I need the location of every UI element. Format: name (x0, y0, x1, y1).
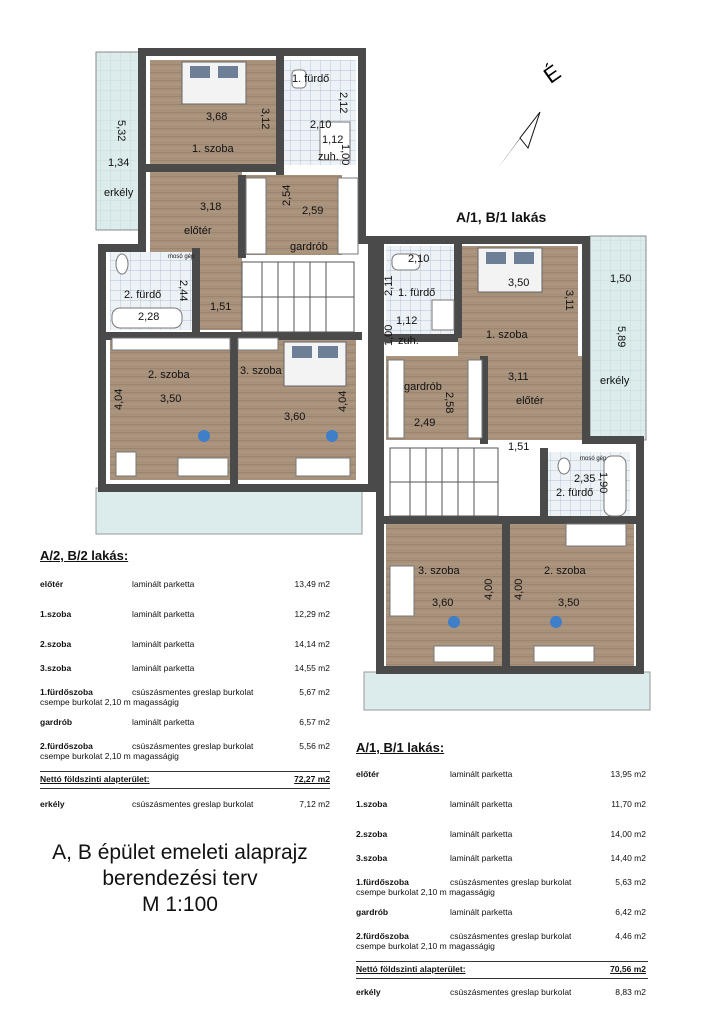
left-bath-2-name: 2. fürdő (124, 289, 162, 301)
room-material: csúszásmentes greslap burkolat (132, 741, 254, 751)
right-room-2-dim-b: 4,00 (513, 578, 525, 600)
room-name: 3.szoba (40, 663, 72, 673)
table-row (40, 609, 330, 639)
table-row (356, 799, 648, 829)
room-name: előtér (40, 579, 64, 589)
room-name: erkély (40, 799, 65, 809)
room-name: 2.szoba (356, 829, 388, 839)
table-row (356, 829, 648, 853)
left-lower-terrace (96, 488, 362, 534)
right-bath-2-note: mosó gép (580, 456, 607, 462)
room-area: 5,56 m2 (299, 741, 330, 751)
left-room-3-dim-b: 4,04 (337, 390, 349, 412)
left-bath-1-dim-b: 2,10 (310, 119, 332, 131)
room-name: 2.fürdőszoba (356, 931, 409, 941)
right-balcony-label: erkély (600, 375, 630, 387)
table-a1-heading: A/1, B/1 lakás: (356, 740, 445, 755)
right-hall-dim: 3,11 (508, 371, 529, 383)
table-row (40, 579, 330, 609)
left-room-2-dim-a: 3,50 (160, 393, 182, 405)
right-shower-name: zuh. (398, 335, 419, 347)
room-area: 14,40 m2 (610, 853, 646, 863)
left-bath-2-note: mosó gép (168, 254, 195, 260)
table-row (356, 931, 648, 961)
total-area: 70,56 m2 (610, 964, 646, 974)
left-bed-3 (284, 342, 346, 386)
room-material: laminált parketta (132, 663, 195, 673)
table-row (40, 639, 330, 663)
left-shower-dim-a: 1,12 (322, 134, 344, 146)
right-shower-dim-a: 1,12 (396, 315, 418, 327)
room-name: 1.szoba (40, 609, 72, 619)
left-room-2-name: 2. szoba (148, 369, 190, 381)
table-a2-heading: A/2, B/2 lakás: (40, 548, 129, 563)
right-unit-label: A/1, B/1 lakás (456, 209, 547, 225)
room-note: csempe burkolat 2,10 m magasságig (40, 697, 179, 707)
left-balcony-depth: 1,34 (108, 157, 130, 169)
room-material: laminált parketta (132, 609, 195, 619)
room-area: 13,49 m2 (294, 579, 330, 589)
right-room-2-name: 2. szoba (544, 565, 586, 577)
room-note: csempe burkolat 2,10 m magasságig (356, 941, 495, 951)
right-bath-2-name: 2. fürdő (556, 487, 594, 499)
right-shower-dim-b: 1,00 (383, 324, 395, 346)
room-material: laminált parketta (450, 907, 513, 917)
room-name: 2.szoba (40, 639, 72, 649)
left-staircase (242, 262, 354, 332)
room-material: csúszásmentes greslap burkolat (450, 931, 572, 941)
area-table-a2 (40, 548, 330, 829)
right-wardrobe-dim-a: 2,58 (443, 392, 455, 414)
left-bed-1 (182, 62, 246, 104)
title-line-1: A, B épület emeleti alaprajz (52, 841, 308, 864)
room-name: erkély (356, 987, 381, 997)
room-area: 6,42 m2 (615, 907, 646, 917)
left-room-3-name: 3. szoba (240, 365, 282, 377)
left-bath-1-dim-a: 2,12 (337, 92, 349, 114)
room-name: gardrób (40, 717, 73, 727)
right-wardrobe-dim-b: 2,49 (414, 417, 436, 429)
right-bath-1-dim-a: 2,10 (408, 253, 430, 265)
left-wardrobe-dim-a: 2,54 (281, 184, 293, 206)
room-material: laminált parketta (450, 853, 513, 863)
room-name: előtér (356, 769, 380, 779)
room-material: laminált parketta (132, 639, 195, 649)
room-area: 5,63 m2 (615, 877, 646, 887)
room-material: laminált parketta (132, 579, 195, 589)
table-row (40, 717, 330, 741)
room-area: 7,12 m2 (299, 799, 330, 809)
right-corridor-dim: 1,51 (508, 441, 530, 453)
left-balcony-label: erkély (104, 187, 134, 199)
right-room-1-dim-a: 3,50 (508, 277, 530, 289)
room-area: 4,46 m2 (615, 931, 646, 941)
left-wardrobe-dim-b: 2,59 (302, 205, 324, 217)
room-area: 8,83 m2 (615, 987, 646, 997)
right-staircase (390, 448, 498, 516)
total-label: Nettó földszinti alapterület: (356, 964, 466, 974)
room-area: 12,29 m2 (294, 609, 330, 619)
total-label: Nettó földszinti alapterület: (40, 774, 150, 784)
room-name: gardrób (356, 907, 389, 917)
left-shower-dim-b: 1,00 (339, 144, 351, 166)
room-name: 3.szoba (356, 853, 388, 863)
left-bath-1-name: 1. fürdő (292, 73, 330, 85)
room-name: 1.fürdőszoba (40, 687, 93, 697)
left-hall-name: előtér (184, 225, 212, 237)
right-room-3-dim-b: 4,00 (483, 578, 495, 600)
table-row (356, 987, 648, 1017)
room-name: 2.fürdőszoba (40, 741, 93, 751)
room-note: csempe burkolat 2,10 m magasságig (356, 887, 495, 897)
title-line-2: berendezési terv (102, 867, 258, 890)
left-shower-name: zuh. (318, 151, 339, 163)
table-row (40, 799, 330, 829)
left-room-1-name: 1. szoba (192, 143, 234, 155)
north-arrow (498, 59, 565, 168)
table-row (356, 853, 648, 877)
right-bath-2-dim-b: 1,90 (597, 472, 609, 494)
table-row (40, 741, 330, 771)
room-material: csúszásmentes greslap burkolat (132, 687, 254, 697)
title-line-3: M 1:100 (142, 893, 218, 916)
room-material: laminált parketta (450, 799, 513, 809)
right-balcony-depth: 1,50 (610, 273, 632, 285)
table-total-row (40, 771, 330, 789)
area-table-a1 (356, 740, 648, 1017)
room-material: laminált parketta (450, 829, 513, 839)
room-area: 14,14 m2 (294, 639, 330, 649)
right-lower-terrace (364, 672, 650, 710)
left-room-1-dim-a: 3,68 (206, 111, 228, 123)
room-material: csúszásmentes greslap burkolat (450, 877, 572, 887)
left-balcony-length: 5,32 (115, 120, 127, 142)
room-name: 1.szoba (356, 799, 388, 809)
table-row (356, 877, 648, 907)
left-bath-2-dim-a: 2,44 (177, 280, 189, 302)
right-wardrobe-name: gardrób (404, 381, 442, 393)
left-bath-2-dim-b: 2,28 (138, 311, 160, 323)
total-area: 72,27 m2 (294, 774, 330, 784)
room-material: laminált parketta (132, 717, 195, 727)
room-area: 5,67 m2 (299, 687, 330, 697)
room-material: csúszásmentes greslap burkolat (132, 799, 254, 809)
right-hall-name: előtér (516, 395, 544, 407)
room-note: csempe burkolat 2,10 m magasságig (40, 751, 179, 761)
left-room-1-dim-b: 3,12 (259, 108, 271, 130)
right-balcony-length: 5,89 (615, 326, 627, 348)
right-bath-1-dim-b: 2,11 (383, 275, 395, 296)
room-material: csúszásmentes greslap burkolat (450, 987, 572, 997)
left-corridor-dim: 1,51 (210, 301, 232, 313)
room-area: 14,00 m2 (610, 829, 646, 839)
room-area: 13,95 m2 (610, 769, 646, 779)
table-row (40, 687, 330, 717)
drawing-title (30, 840, 330, 918)
north-label: É (538, 59, 566, 89)
room-area: 11,70 m2 (611, 799, 646, 809)
room-area: 6,57 m2 (299, 717, 330, 727)
table-total-row (356, 961, 648, 979)
right-room-3-name: 3. szoba (418, 565, 460, 577)
right-room-2-dim-a: 3,50 (558, 597, 580, 609)
right-room-1-dim-b: 3,11 (563, 290, 575, 311)
room-area: 14,55 m2 (294, 663, 330, 673)
left-room-3-dim-a: 3,60 (284, 411, 306, 423)
table-row (356, 907, 648, 931)
left-wardrobe-name: gardrób (290, 241, 328, 253)
right-bath-2-dim-a: 2,35 (574, 473, 596, 485)
table-row (40, 663, 330, 687)
left-room-2-dim-b: 4,04 (113, 388, 125, 410)
right-bath-1-name: 1. fürdő (398, 287, 436, 299)
room-name: 1.fürdőszoba (356, 877, 409, 887)
room-material: laminált parketta (450, 769, 513, 779)
left-hall-dim: 3,18 (200, 201, 222, 213)
right-room-1-name: 1. szoba (486, 329, 528, 341)
right-room-3-dim-a: 3,60 (432, 597, 454, 609)
table-row (356, 769, 648, 799)
